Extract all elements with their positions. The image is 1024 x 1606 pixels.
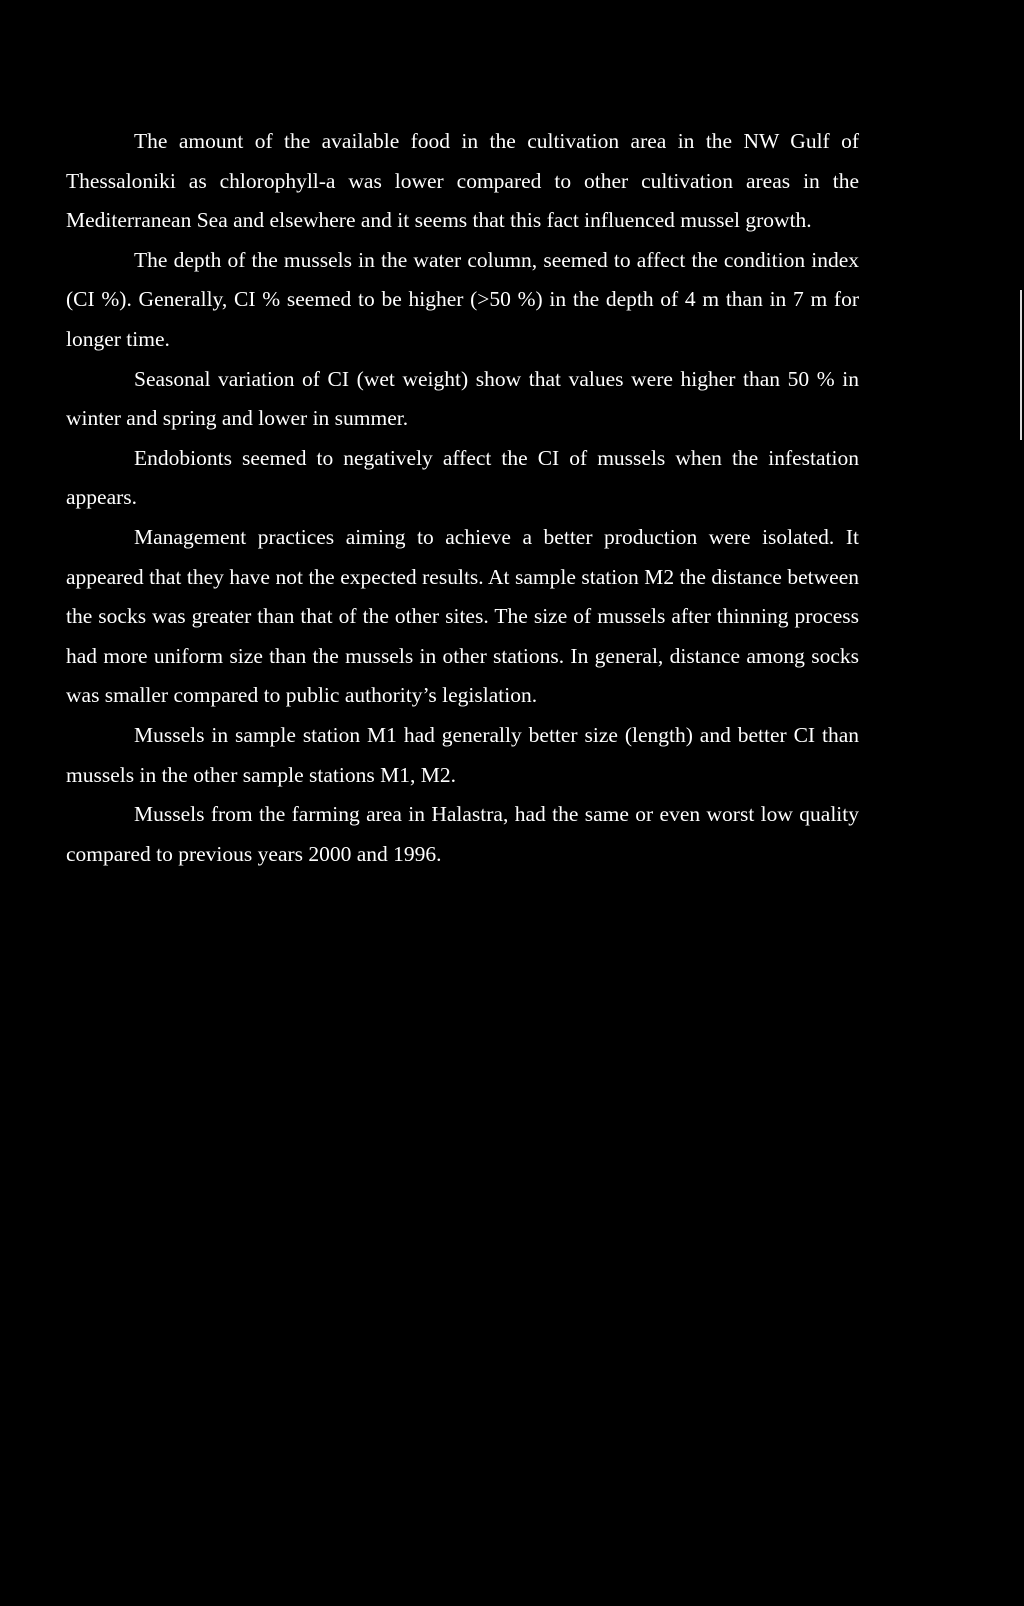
page-edge-line <box>1020 290 1022 440</box>
paragraph-food-availability: The amount of the available food in the cultivation area in the NW Gulf of Thessaloniki as chlorophyll-a was lower compared to other cultivation areas in the Mediterranean Sea and elsewhere and it seems that this fact influenced mussel growth. <box>66 129 859 233</box>
paragraph-management-practices: Management practices aiming to achieve a better production were isolated. It appeared that they have not the expected results. At sample station M2 the distance between the socks was greater than that of the other sites. The size of mussels after thinning process had more uniform size than the mussels in other stations. In general, distance among socks was smaller compared to public authority’s legislation. <box>66 524 859 708</box>
paragraph-station-m1: Mussels in sample station M1 had generally better size (length) and better CI than mussels in the other sample stations M1, M2. <box>66 722 859 787</box>
paragraph-seasonal-variation: Seasonal variation of CI (wet weight) show that values were higher than 50 % in winter and spring and lower in summer. <box>66 366 859 431</box>
paragraph-endobionts: Endobionts seemed to negatively affect the CI of mussels when the infestation appears. <box>66 445 859 510</box>
paragraph-halastra-quality: Mussels from the farming area in Halastra, had the same or even worst low quality compared to previous years 2000 and 1996. <box>66 802 859 866</box>
body-text <box>66 122 859 874</box>
paragraph-depth-condition-index: The depth of the mussels in the water column, seemed to affect the condition index (CI %). Generally, CI % seemed to be higher (>50 %) in the depth of 4 m than in 7 m for longer time. <box>66 247 859 351</box>
